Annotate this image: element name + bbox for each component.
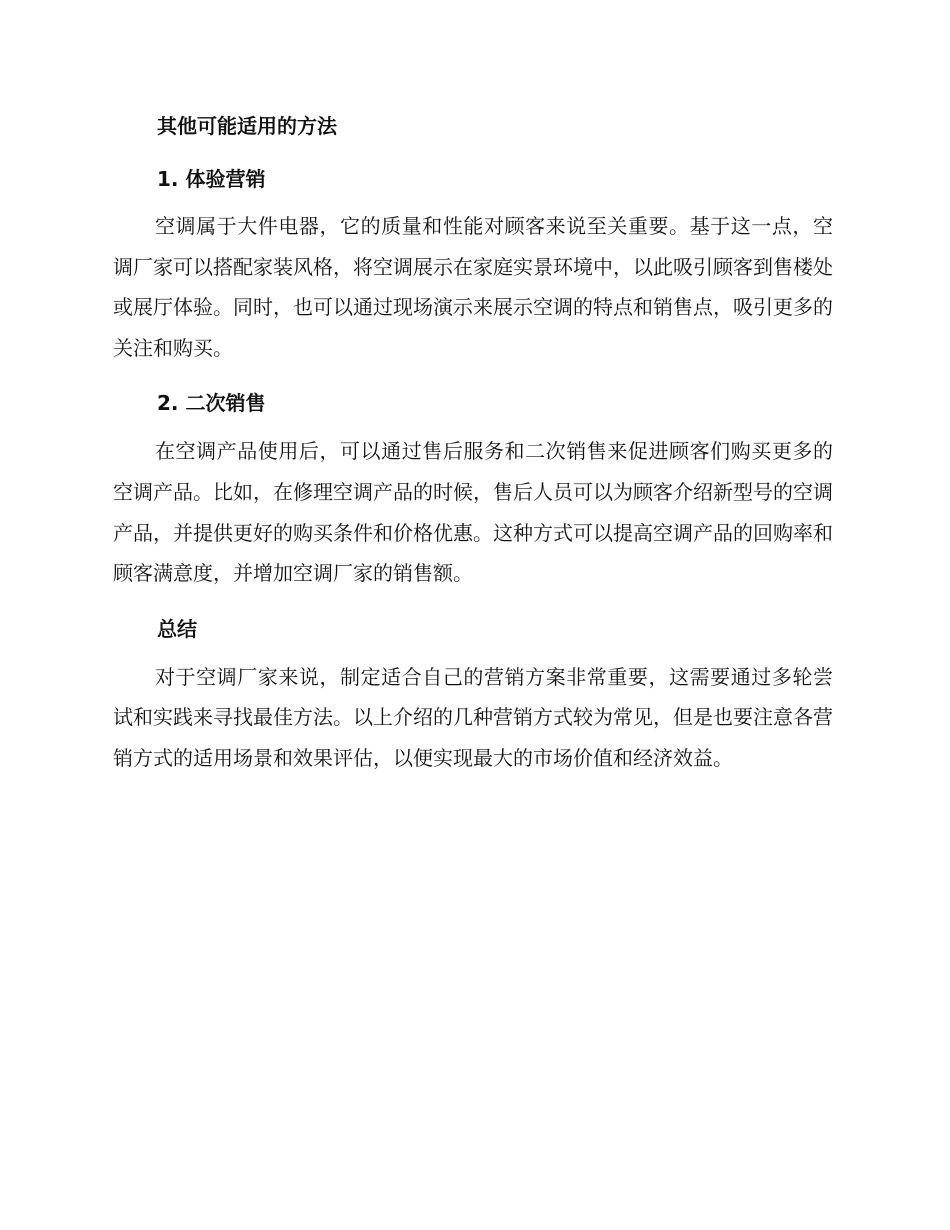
heading-secondary-sales: 2. 二次销售 xyxy=(157,391,266,416)
heading-experience-marketing: 1. 体验营销 xyxy=(157,167,266,191)
document-page xyxy=(113,112,833,779)
paragraph-summary: 对于空调厂家来说，制定适合自己的营销方案非常重要，这需要通过多轮尝试和实践来寻找最佳方法。以上介绍的几种营销方式较为常见，但是也要注意各营销方式的适用场景和效果评估，以便实现最大的市场价值和经济效益。 xyxy=(113,664,833,770)
paragraph-secondary-sales: 在空调产品使用后，可以通过售后服务和二次销售来促进顾客们购买更多的空调产品。比如，在修理空调产品的时候，售后人员可以为顾客介绍新型号的空调产品，并提供更好的购买条件和价格优惠。这种方式可以提高空调产品的回购率和顾客满意度，并增加空调厂家的销售额。 xyxy=(113,439,833,586)
paragraph-experience-marketing: 空调属于大件电器，它的质量和性能对顾客来说至关重要。基于这一点，空调厂家可以搭配家装风格，将空调展示在家庭实景环境中，以此吸引顾客到售楼处或展厅体验。同时，也可以通过现场演示来展示空调的特点和销售点，吸引更多的关注和购买。 xyxy=(113,214,833,360)
section-title: 其他可能适用的方法 xyxy=(157,114,337,138)
heading-summary: 总结 xyxy=(157,616,197,641)
